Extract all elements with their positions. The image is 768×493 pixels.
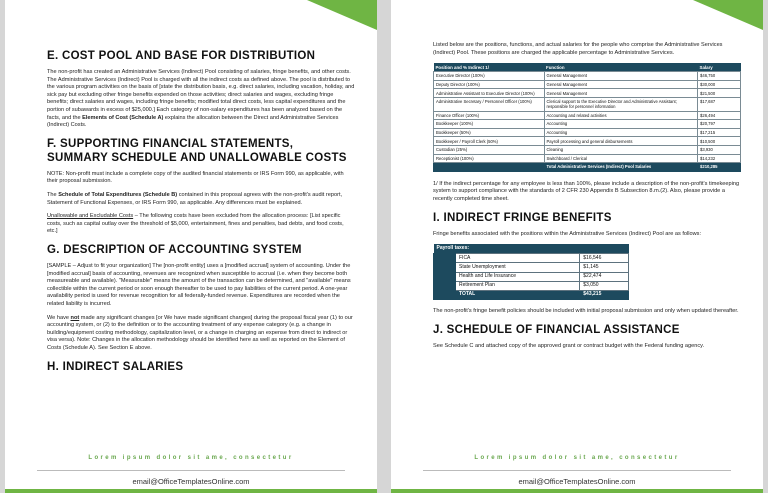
fringe-total-label: TOTAL (456, 290, 580, 299)
table-cell (434, 290, 456, 299)
table-row (434, 137, 741, 146)
bold-text: Schedule of Total Expenditures (Schedule B) (58, 191, 178, 198)
fringe-header: Payroll taxes: (434, 244, 629, 254)
page-footer (391, 449, 763, 493)
fringe-cell-label: Retirement Plan (456, 281, 580, 290)
fringe-cell-value: $22,474 (580, 272, 629, 281)
table-cell-position: Administrative Assistant to Executive Director (100%) (434, 89, 545, 98)
table-cell (434, 281, 456, 290)
section-f-unallowable (47, 213, 355, 236)
table-cell-function: Cleaning (544, 146, 698, 155)
table-cell-salary: $21,500 (698, 89, 741, 98)
section-j-paragraph: See Schedule C and attached copy of the approved grant or contract budget with the Federal funding agency. (433, 342, 705, 349)
underlined-text: Unallowable and Excludable Costs (47, 213, 134, 220)
table-cell-function: Accounting (544, 120, 698, 129)
table-row (434, 272, 629, 281)
table-row (434, 146, 741, 155)
text: – The following costs have been excluded from the allocation process: [List specific costs, such as capital outlay over the threshold of $5,000, entertainment, fines and penalties, bad debts, and food costs, etc.] (47, 213, 344, 235)
text: The non-profit has created an Administrative Services (Indirect) Pool consisting of salaries, fringe benefits, and other costs. The Administrative Services (Indirect) Pool is charged with all the indirect costs as defined above. The pool is distributed to the various program activities on the basis of [state the distribution basis, e.g. direct salaries, including vacation, holiday, and sick pay but excluding other fringe benefits expended on those activities; direct salaries and wages, excluding fringe benefits; direct salaries and wages, including fringe benefits; modified total direct costs, less capital expenditures and the portion of subawards in excess of $25,000.] Each category of non-salary expenditures has been analyzed based on the facts, and the (47, 69, 355, 121)
section-g-paragraph-1: [SAMPLE – Adjust to fit your organization] The [non-profit entity] uses a [modified accrual] system of accounting. Under the [modified accrual] basis of accounting, revenues are recognized when susceptible to accrual (i.e. when they become both measureable and available). "Measurable" means the amount of the transaction can be determined, and "available" means collectible within the current period or soon enough thereafter to be used to pay liabilities of the current period. A one-year availability period is used for revenue recognition for all federally-funded revenue. Expenditures are recorded when the related liability is incurred. (47, 262, 351, 307)
corner-accent (307, 0, 377, 30)
page-left (5, 0, 377, 493)
fringe-table-body (434, 254, 629, 291)
table-cell-salary: $46,750 (698, 72, 741, 81)
table-row (434, 281, 629, 290)
salaries-table (433, 63, 741, 172)
corner-accent (693, 0, 763, 30)
table-row (434, 80, 741, 89)
table-cell-function: General Management (544, 80, 698, 89)
table-cell-position: Deputy Director (100%) (434, 80, 545, 89)
table-cell-function: General Management (544, 72, 698, 81)
table-row (434, 254, 629, 263)
table-cell-salary: $3,930 (698, 146, 741, 155)
footer-green-bar (5, 489, 377, 493)
table-cell (434, 163, 545, 172)
table-row (434, 154, 741, 163)
fringe-cell-label: Health and Life Insurance (456, 272, 580, 281)
fringe-cell-label: State Unemployment (456, 263, 580, 272)
table-cell-function: Payroll processing and general disbursements (544, 137, 698, 146)
table-cell-function: General Management (544, 89, 698, 98)
footer-divider (37, 470, 345, 471)
section-f-note: NOTE: Non-profit must include a complete copy of the audited financial statements or IRS Form 990, as applicable, with their proposal submission. (47, 170, 344, 185)
fringe-cell-value: $16,546 (580, 254, 629, 263)
table-cell-salary: $14,232 (698, 154, 741, 163)
table-cell-position: Bookkeeper (50%) (434, 128, 545, 137)
table-row (434, 89, 741, 98)
column-header-function: Function (544, 63, 698, 71)
footer-tagline: Lorem ipsum dolor sit ame, consectetur (474, 455, 680, 461)
footer-email[interactable]: email@OfficeTemplatesOnline.com (132, 477, 250, 486)
text: made any significant changes [or We have made significant changes] during the proposal fiscal year (1) to our accounting system, or (2) to the definition or to the accounting treatment of any expense category (e.g. a change in building/equipment costing methodology, capitalization level, or a change in charging an expense from direct to indirect or visa versa). Note: Changes in the allocation methodology should be identified here as well as reported on the Element of Costs (Schedule A). See Section E above. (47, 314, 353, 351)
bold-text: not (70, 314, 80, 321)
table-row (434, 120, 741, 129)
table-row (434, 97, 741, 111)
page-right-content (433, 42, 741, 356)
table-row (434, 111, 741, 120)
table-cell-position: Custodian (25%) (434, 146, 545, 155)
salaries-table-body (434, 72, 741, 163)
fringe-benefits-table (433, 244, 629, 300)
table-cell-salary: $17,215 (698, 128, 741, 137)
table-cell (434, 272, 456, 281)
section-i-paragraph: Fringe benefits associated with the positions within the Administrative Services (Indirect) Pool are as follows: (433, 230, 702, 237)
salaries-intro: Listed below are the positions, functions, and actual salaries for the people who comprise the Administrative Services (Indirect) Pool. These positions are charged the applicable percentage to Administrative Services. (433, 42, 723, 56)
table-cell-function: Clerical support to the Executive Director and Administrative Assistant; responsible for personnel information (544, 97, 698, 111)
footer-divider (423, 470, 731, 471)
section-h-title: H. INDIRECT SALARIES (47, 360, 184, 373)
section-i-note: The non-profit's fringe benefit policies should be included with initial proposal submission and only when updated thereafter. (433, 308, 739, 315)
salaries-total-value: $210,285 (698, 163, 741, 172)
fringe-cell-value: $3,050 (580, 281, 629, 290)
column-header-salary: Salary (698, 63, 741, 71)
table-cell-position: Bookkeeper (100%) (434, 120, 545, 129)
salaries-total-row (434, 163, 741, 172)
footer-email[interactable]: email@OfficeTemplatesOnline.com (518, 477, 636, 486)
table-cell-function: Accounting (544, 128, 698, 137)
table-cell-function: Accounting and related activities (544, 111, 698, 120)
table-cell-salary: $20,797 (698, 120, 741, 129)
section-e-paragraph (47, 69, 355, 130)
section-f-title: F. SUPPORTING FINANCIAL STATEMENTS, SUMMARY SCHEDULE AND UNALLOWABLE COSTS (47, 137, 347, 164)
table-cell-function: Switchboard / Clerical (544, 154, 698, 163)
table-row (434, 72, 741, 81)
text: The (47, 191, 59, 198)
table-row (434, 263, 629, 272)
table-cell (434, 263, 456, 272)
table-cell-position: Bookkeeper / Payroll Clerk (50%) (434, 137, 545, 146)
salaries-footnote: 1/ If the indirect percentage for any employee is less than 100%, please include a description of the non-profit's timekeeping system to support compliance with the standards of 2 CFR 230 Appendix B Subsection 8.m.(2). Also, please provide a recently completed time sheet. (433, 180, 740, 202)
section-g-paragraph-2 (47, 315, 355, 353)
fringe-cell-label: FICA (456, 254, 580, 263)
salaries-total-label: Total Administrative Services (Indirect) Pool Salaries (544, 163, 698, 172)
table-row (434, 128, 741, 137)
page-footer (5, 449, 377, 493)
section-e-title: E. COST POOL AND BASE FOR DISTRIBUTION (47, 50, 316, 62)
section-f-paragraph (47, 192, 355, 207)
text: explains the allocation between the Direct and Administrative Services (Indirect) Costs. (47, 114, 339, 129)
section-g-title: G. DESCRIPTION OF ACCOUNTING SYSTEM (47, 243, 302, 256)
fringe-total-value: $43,215 (580, 290, 629, 299)
table-cell-position: Administrative Secretary / Personnel Officer (100%) (434, 97, 545, 111)
fringe-cell-value: $1,145 (580, 263, 629, 272)
table-cell-salary: $10,500 (698, 137, 741, 146)
bold-text: Elements of Cost (Schedule A) (82, 114, 164, 121)
footer-green-bar (391, 489, 763, 493)
column-header-position: Position and % Indirect 1/ (434, 63, 545, 71)
table-cell (434, 254, 456, 263)
table-cell-salary: $26,494 (698, 111, 741, 120)
page-right (391, 0, 763, 493)
text: We have (47, 314, 71, 321)
section-j-title: J. SCHEDULE OF FINANCIAL ASSISTANCE (433, 323, 680, 336)
section-i-title: I. INDIRECT FRINGE BENEFITS (433, 211, 612, 224)
table-cell-position: Executive Director (100%) (434, 72, 545, 81)
table-cell-salary: $17,687 (698, 97, 741, 111)
fringe-total-row (434, 290, 629, 299)
table-cell-salary: $30,000 (698, 80, 741, 89)
page-left-content (47, 42, 355, 380)
table-cell-position: Receptionist (100%) (434, 154, 545, 163)
table-cell-position: Finance Officer (100%) (434, 111, 545, 120)
footer-tagline: Lorem ipsum dolor sit ame, consectetur (88, 455, 294, 461)
text: contained in this proposal agrees with the non-profit's audit report, Statement of Functional Expenses, or IRS Form 990, as applicable. Any differences must be explained. (47, 191, 343, 206)
